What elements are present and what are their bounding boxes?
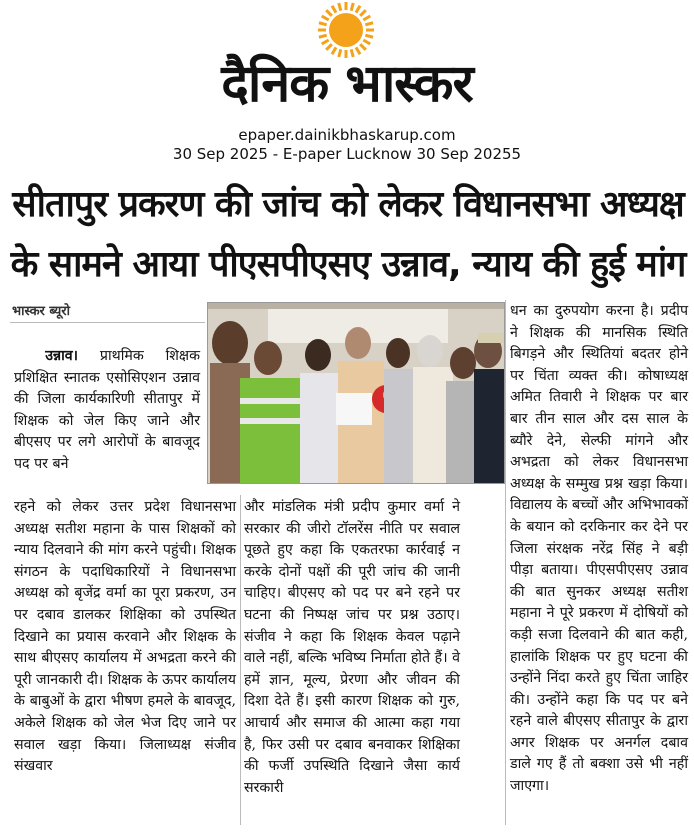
article-column-1-text: रहने को लेकर उत्तर प्रदेश विधानसभा अध्यक्ष सतीश महाना के पास शिक्षकों को न्याय दिलवाने की मांग करने पहुंची। शिक्षक संगठन के पदाधिकारियों ने विधानसभा अध्यक्ष को बृजेंद्र वर्मा का पूरा प्रकरण, उन पर दबाव डालकर शिक्षिका को उपस्थित दिखाने का प्रयास करवाने और शिक्षक के साथ बीएसए कार्यालय में अभद्रता करने की पूरी जानकारी दी। शिक्षक के ऊपर कार्यालय के बाबुओं के द्वारा भीषण हमले के बावजूद, अकेले शिक्षक को जेल भेज दिए जाने पर सवाल खड़ा किया। जिलाध्यक्ष संजीव संखवार bbox=[14, 499, 236, 775]
article-column-1-top bbox=[14, 346, 200, 476]
column-divider-2 bbox=[505, 300, 506, 825]
dateline: उन्नाव। bbox=[45, 348, 79, 364]
headline-line-2: के सामने आया पीएसपीएसए उन्नाव, न्याय की हुई मांग bbox=[10, 244, 686, 285]
sun-logo-icon bbox=[316, 0, 376, 60]
article-column-3-text: धन का दुरुपयोग करना है। प्रदीप ने शिक्षक की मानसिक स्थिति बिगड़ने और स्थितियां बदतर होने पर चिंता व्यक्त की। कोषाध्यक्ष अमित तिवारी ने शिक्षक पर बार बार तीन साल और दस साल के ब्यौरे देने, सेल्फी मांगने और अभद्रता को लेकर विधानसभा अध्यक्ष के सम्मुख प्रश्न खड़ा किया। विद्यालय के बच्चों और अभिभावकों के बयान को दरकिनार कर देने पर जिला संरक्षक नरेंद्र सिंह ने बड़ी पीड़ा बताया। पीएसपीएसए उन्नाव की बात सुनकर अध्यक्ष सतीश महाना ने पूरे प्रकरण में दोषियों को कड़ी सजा दिलवाने की बात कही, हालांकि शिक्षक पर हुए घटना की उन्होंने निंदा करते हुए चिंता जाहिर की। उन्होंने कहा कि पद पर बने रहने वाले बीएसए सीतापुर के द्वारा अगर शिक्षक पर अनर्गल दबाव डाले गए हैं तो बक्शा उसे भी नहीं जाएगा। bbox=[510, 303, 689, 795]
article-column-2 bbox=[244, 497, 460, 799]
edition-line: 30 Sep 2025 - E-paper Lucknow 30 Sep 20255 bbox=[172, 145, 522, 163]
byline: भास्कर ब्यूरो bbox=[12, 304, 70, 319]
news-photo bbox=[207, 302, 505, 484]
article-column-1-bottom bbox=[14, 497, 236, 778]
site-url: epaper.dainikbhaskarup.com bbox=[238, 126, 456, 144]
headline-line-1: सीतापुर प्रकरण की जांच को लेकर विधानसभा अध्यक्ष bbox=[12, 184, 684, 225]
article-lead: प्राथमिक शिक्षक प्रशिक्षित स्नातक एसोसिएशन उन्नाव की जिला कार्यकारिणी सीतापुर में शिक्षक को जेल किए जाने और बीएसए पर लगे आरोपों के बावजूद पद पर बने bbox=[14, 348, 200, 472]
article-column-3 bbox=[510, 301, 688, 798]
byline-rule bbox=[10, 322, 205, 323]
column-divider-1 bbox=[240, 495, 241, 825]
article-column-2-text: और मांडलिक मंत्री प्रदीप कुमार वर्मा ने सरकार की जीरो टॉलरेंस नीति पर सवाल पूछते हुए कहा कि एकतरफा कार्रवाई न करके दोनों पक्षों की पूरी जांच की जानी चाहिए। बीएसए को पद पर बने रहने पर घटना की निष्पक्ष जांच पर प्रश्न उठाए। संजीव ने कहा कि शिक्षक केवल पढ़ाने वाले नहीं, बल्कि भविष्य निर्माता होते हैं। वे हमें ज्ञान, मूल्य, प्रेरणा और जीवन की दिशा देते हैं। इसी कारण शिक्षक को गुरु, आचार्य और समाज की आत्मा कहा गया है, फिर उसी पर दबाव बनवाकर शिक्षिका की फर्जी उपस्थिति दिखाने जैसा कार्य सरकारी bbox=[244, 499, 460, 796]
newspaper-logo: दैनिक भास्कर bbox=[221, 54, 473, 114]
